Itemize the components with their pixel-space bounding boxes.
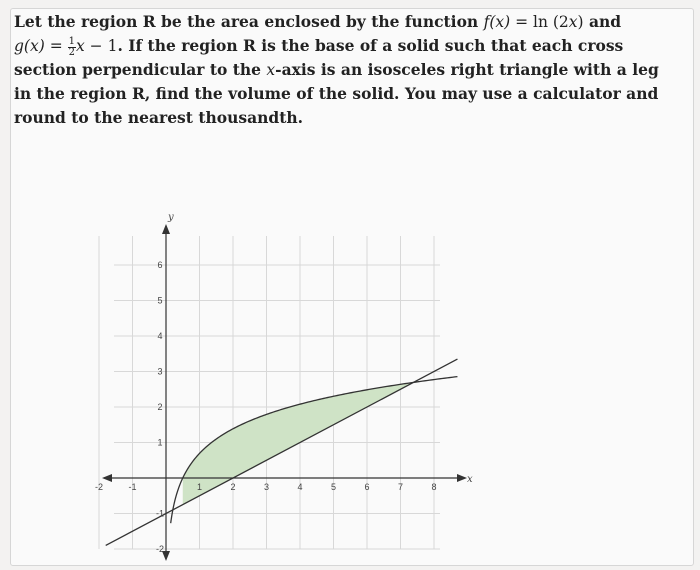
f-close: ) (577, 13, 584, 31)
problem-text-3: . If the region R is the base of a solid such that each cross section perpendicular to the (14, 36, 624, 79)
line-g-half-x-minus-1 (106, 359, 458, 545)
y-tick-label: 6 (157, 260, 163, 270)
g-lhs: g(x) (14, 37, 45, 55)
x-tick-label: 8 (431, 482, 437, 492)
y-tick-label: -1 (155, 508, 165, 519)
fraction-denominator: 2 (68, 46, 75, 58)
x-tick-label: 5 (330, 482, 337, 492)
y-axis-label: y (168, 212, 174, 223)
y-tick-label: 1 (157, 437, 163, 448)
y-tick-label: -2 (155, 544, 165, 554)
x-tick-label: 3 (263, 482, 270, 492)
y-axis-up-arrow (162, 224, 170, 234)
x-axis-label: x (467, 474, 473, 485)
y-tick-label: 2 (157, 402, 163, 412)
x-tick-label: -1 (128, 482, 137, 492)
f-eq: = ln (2 (510, 13, 569, 31)
g-eq: = (44, 37, 68, 55)
fraction-numerator: 1 (68, 35, 75, 47)
x-axis-right-arrow (457, 474, 467, 482)
f-x: x (568, 13, 578, 31)
x-tick-label: 7 (397, 482, 404, 492)
y-tick-label: 5 (157, 295, 163, 306)
g-x: x (75, 37, 85, 55)
x-tick-label: 1 (196, 482, 203, 492)
y-tick-label: 4 (157, 331, 163, 341)
x-tick-label: 2 (230, 482, 236, 492)
problem-text-4: -axis is an isosceles right triangle with a leg in the region R, find the volume of the solid. You may use a calculator and round to the nearest thousandth. (14, 60, 659, 127)
x-tick-label: -2 (94, 482, 104, 492)
x-tick-label: 6 (364, 482, 370, 492)
x-var: x (266, 61, 276, 79)
g-tail: − 1 (84, 37, 118, 55)
problem-text-1: Let the region R be the area enclosed by the function (14, 12, 484, 31)
x-axis-left-arrow (102, 474, 112, 482)
f-lhs: f(x) (483, 13, 511, 31)
x-tick-label: 4 (297, 482, 303, 492)
y-tick-label: 3 (157, 366, 163, 377)
problem-text-2: and (583, 12, 622, 31)
